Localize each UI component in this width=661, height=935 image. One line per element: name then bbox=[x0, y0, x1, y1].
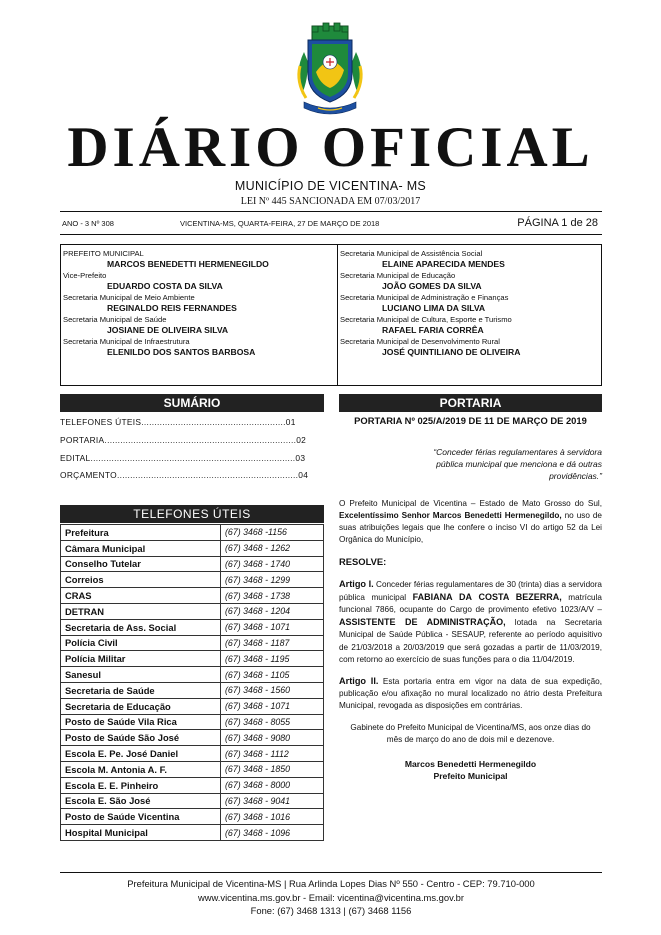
phone-entry-name: Hospital Municipal bbox=[61, 825, 221, 841]
table-row bbox=[61, 682, 324, 698]
portaria-article bbox=[339, 414, 602, 782]
portaria-artigo-1 bbox=[339, 578, 602, 666]
sumario-header: SUMÁRIO bbox=[60, 394, 324, 412]
intro-mayor: Excelentíssimo Senhor Marcos Benedetti Hermenegildo, bbox=[339, 510, 562, 520]
phone-entry-number: (67) 3468 - 1299 bbox=[221, 572, 324, 588]
sumario-list bbox=[60, 414, 324, 485]
portaria-intro bbox=[339, 498, 602, 547]
table-row bbox=[61, 793, 324, 809]
sumario-item-portaria[interactable]: PORTARIA.........................................................................02 bbox=[60, 434, 307, 445]
phone-entry-name: Posto de Saúde Vila Rica bbox=[61, 714, 221, 730]
shield-icon bbox=[308, 40, 352, 102]
phone-entry-name: Sanesul bbox=[61, 667, 221, 683]
servidora-name: FABIANA DA COSTA BEZERRA, bbox=[412, 591, 562, 602]
table-row bbox=[61, 525, 324, 541]
table-row bbox=[61, 635, 324, 651]
telefones-header: TELEFONES ÚTEIS bbox=[60, 505, 324, 523]
phone-entry-name: DETRAN bbox=[61, 603, 221, 619]
table-row bbox=[61, 698, 324, 714]
phone-entry-number: (67) 3468 - 1071 bbox=[221, 619, 324, 635]
phone-entry-name: CRAS bbox=[61, 588, 221, 604]
phone-entry-number: (67) 3468 - 1738 bbox=[221, 588, 324, 604]
crown-icon bbox=[312, 23, 348, 40]
phone-entry-number: (67) 3468 -1156 bbox=[221, 525, 324, 541]
table-row bbox=[61, 556, 324, 572]
phone-entry-number: (67) 3468 - 9041 bbox=[221, 793, 324, 809]
table-row bbox=[61, 651, 324, 667]
official-name: JOSIANE DE OLIVEIRA SILVA bbox=[107, 325, 229, 335]
officials-right-column bbox=[340, 249, 602, 359]
artigo-text: matrícula funcional 7866, ocupante do Cargo de provimento efetivo 1023/A/V – bbox=[339, 592, 602, 615]
phone-entry-name: Escola E. E. Pinheiro bbox=[61, 777, 221, 793]
edition-info-bar bbox=[60, 211, 602, 235]
phone-entry-number: (67) 3468 - 1071 bbox=[221, 698, 324, 714]
page-indicator: PÁGINA 1 de 28 bbox=[517, 217, 598, 229]
phone-entry-number: (67) 3468 - 1096 bbox=[221, 825, 324, 841]
intro-text: O Prefeito Municipal de Vicentina – Estado de Mato Grosso do Sul, bbox=[339, 498, 602, 508]
phone-entry-name: Escola M. Antonia A. F. bbox=[61, 761, 221, 777]
phone-entry-number: (67) 3468 - 8055 bbox=[221, 714, 324, 730]
phone-entry-name: Secretaria de Ass. Social bbox=[61, 619, 221, 635]
official-name: EDUARDO COSTA DA SILVA bbox=[107, 281, 223, 291]
officials-box bbox=[60, 244, 602, 386]
phone-entry-number: (67) 3468 - 1112 bbox=[221, 746, 324, 762]
phone-entry-name: Posto de Saúde Vicentina bbox=[61, 809, 221, 825]
phone-entry-number: (67) 3468 - 9080 bbox=[221, 730, 324, 746]
cargo-name: ASSISTENTE DE ADMINISTRAÇÃO, bbox=[339, 617, 506, 628]
official-name: REGINALDO REIS FERNANDES bbox=[107, 303, 237, 313]
portaria-resolve: RESOLVE: bbox=[339, 556, 387, 568]
official-name: JOÃO GOMES DA SILVA bbox=[382, 281, 482, 291]
artigo-text: Conceder férias regulamentares de 30 (trinta) dias a servidora pública municipal bbox=[339, 579, 602, 602]
phone-entry-name: Secretaria de Educação bbox=[61, 698, 221, 714]
telefones-table bbox=[60, 524, 324, 841]
footer-web-email[interactable]: www.vicentina.ms.gov.br - Email: vicentina@vicentina.ms.gov.br bbox=[197, 891, 465, 903]
phone-entry-name: Secretaria de Saúde bbox=[61, 682, 221, 698]
table-row bbox=[61, 603, 324, 619]
official-name: RAFAEL FARIA CORRÊA bbox=[382, 325, 484, 335]
phone-entry-number: (67) 3468 - 1195 bbox=[221, 651, 324, 667]
intro-text: no uso de suas atribuições legais que lhe confere o inciso VI do artigo 52 da Lei Orgânica do Município, bbox=[339, 510, 602, 545]
official-role: Secretaria Municipal de Cultura, Esporte e Turismo bbox=[340, 315, 512, 324]
portaria-header: PORTARIA bbox=[339, 394, 602, 412]
official-role: Secretaria Municipal de Assistência Social bbox=[340, 249, 483, 258]
phone-entry-name: Polícia Civil bbox=[61, 635, 221, 651]
page-footer bbox=[60, 872, 602, 918]
artigo-text: Esta portaria entra em vigor na data de sua expedição, publicação e/ou afixação no mural localizado no átrio desta Prefeitura Municipal, revogada as disposições em contrárias. bbox=[339, 677, 602, 711]
portaria-title: PORTARIA Nº 025/A/2019 DE 11 DE MARÇO DE 2019 bbox=[354, 415, 587, 426]
artigo-label: Artigo II. bbox=[339, 676, 379, 687]
signature-name: Marcos Benedetti Hermenegildo bbox=[404, 758, 537, 769]
official-role: Secretaria Municipal de Saúde bbox=[63, 315, 167, 324]
artigo-text: lotada na Secretaria Municipal de Saúde Pública - SESAUP, referente ao período aquisitivo de 21/03/2018 a 20/03/2019 que será gozadas a partir de 11/03/2019, com retorno ao exercício de suas funções para o dia 11/04/2019. bbox=[339, 618, 602, 664]
phone-entry-number: (67) 3468 - 1262 bbox=[221, 540, 324, 556]
sumario-item-edital[interactable]: EDITAL..............................................................................03 bbox=[60, 452, 306, 463]
phone-entry-number: (67) 3468 - 1105 bbox=[221, 667, 324, 683]
footer-phones: Fone: (67) 3468 1313 | (67) 3468 1156 bbox=[250, 905, 412, 916]
officials-divider bbox=[337, 245, 338, 385]
table-row bbox=[61, 746, 324, 762]
table-row bbox=[61, 730, 324, 746]
portaria-closing: Gabinete do Prefeito Municipal de Vicentina/MS, aos onze dias do mês de março do ano de dois mil e dezenove. bbox=[350, 722, 591, 744]
official-role: Secretaria Municipal de Administração e Finanças bbox=[340, 293, 509, 302]
phone-entry-name: Conselho Tutelar bbox=[61, 556, 221, 572]
edition-number: ANO - 3 Nº 308 bbox=[62, 219, 114, 228]
municipio-subtitle: MUNICÍPIO DE VICENTINA- MS bbox=[234, 179, 427, 193]
phone-entry-name: Escola E. Pe. José Daniel bbox=[61, 746, 221, 762]
sumario-item-telefones[interactable]: TELEFONES ÚTEIS.......................................................01 bbox=[60, 417, 296, 427]
official-role: Secretaria Municipal de Desenvolvimento Rural bbox=[340, 337, 500, 346]
footer-address: Prefeitura Municipal de Vicentina-MS | Rua Arlinda Lopes Dias Nº 550 - Centro - CEP: 79.710-000 bbox=[127, 878, 535, 889]
table-row bbox=[61, 825, 324, 841]
phone-entry-number: (67) 3468 - 1016 bbox=[221, 809, 324, 825]
table-row bbox=[61, 619, 324, 635]
official-role: Secretaria Municipal de Meio Ambiente bbox=[63, 293, 195, 302]
lei-line: LEI Nº 445 SANCIONADA EM 07/03/2017 bbox=[240, 196, 421, 207]
artigo-label: Artigo I. bbox=[339, 578, 374, 589]
official-name: LUCIANO LIMA DA SILVA bbox=[382, 303, 486, 313]
dateline: VICENTINA-MS, QUARTA-FEIRA, 27 DE MARÇO DE 2018 bbox=[180, 219, 380, 228]
phone-entry-number: (67) 3468 - 1187 bbox=[221, 635, 324, 651]
coat-of-arms-logo bbox=[290, 22, 370, 118]
phone-entry-number: (67) 3468 - 8000 bbox=[221, 777, 324, 793]
phone-entry-name: Polícia Militar bbox=[61, 651, 221, 667]
signature-role: Prefeito Municipal bbox=[433, 770, 508, 781]
phone-entry-name: Correios bbox=[61, 572, 221, 588]
table-row bbox=[61, 714, 324, 730]
portaria-artigo-2 bbox=[339, 675, 602, 713]
official-role: Vice-Prefeito bbox=[63, 271, 107, 280]
official-role: Secretaria Municipal de Infraestrutura bbox=[63, 337, 190, 346]
phone-entry-name: Escola E. São José bbox=[61, 793, 221, 809]
official-name: JOSÉ QUINTILIANO DE OLIVEIRA bbox=[382, 347, 521, 357]
phone-entry-number: (67) 3468 - 1850 bbox=[221, 761, 324, 777]
sumario-item-orcamento[interactable]: ORÇAMENTO.....................................................................04 bbox=[60, 470, 309, 481]
table-row bbox=[61, 572, 324, 588]
phone-entry-number: (67) 3468 - 1560 bbox=[221, 682, 324, 698]
official-name: MARCOS BENEDETTI HERMENEGILDO bbox=[107, 259, 269, 269]
official-name: ELAINE APARECIDA MENDES bbox=[382, 259, 505, 269]
phone-entry-name: Câmara Municipal bbox=[61, 540, 221, 556]
portaria-signature bbox=[339, 758, 602, 782]
phone-entry-name: Prefeitura bbox=[61, 525, 221, 541]
portaria-ementa: “Conceder férias regulamentares à servidora pública municipal que menciona e dá outras providências.” bbox=[433, 447, 602, 482]
phone-entry-name: Posto de Saúde São José bbox=[61, 730, 221, 746]
table-row bbox=[61, 588, 324, 604]
officials-left-column bbox=[63, 249, 335, 359]
table-row bbox=[61, 667, 324, 683]
phone-entry-number: (67) 3468 - 1740 bbox=[221, 556, 324, 572]
official-role: Secretaria Municipal de Educação bbox=[340, 271, 456, 280]
official-role: PREFEITO MUNICIPAL bbox=[63, 249, 144, 258]
table-row bbox=[61, 761, 324, 777]
official-name: ELENILDO DOS SANTOS BARBOSA bbox=[107, 347, 256, 357]
table-row bbox=[61, 777, 324, 793]
table-row bbox=[61, 809, 324, 825]
table-row bbox=[61, 540, 324, 556]
masthead-title: DIÁRIO OFICIAL bbox=[67, 116, 594, 179]
phone-entry-number: (67) 3468 - 1204 bbox=[221, 603, 324, 619]
